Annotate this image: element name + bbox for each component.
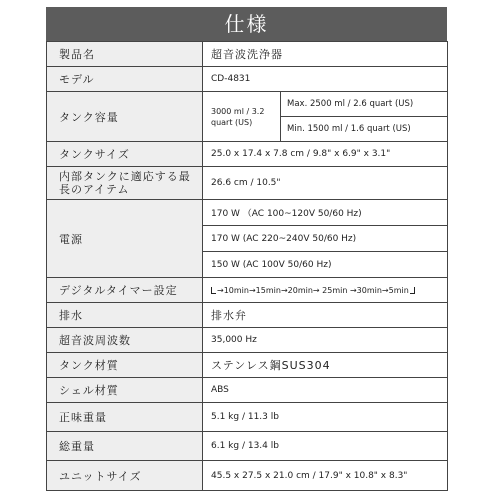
- timer-loop-end-icon: [410, 287, 415, 294]
- value-power-2: 170 W (AC 220~240V 50/60 Hz): [203, 226, 448, 252]
- value-unit-size: 45.5 x 27.5 x 21.0 cm / 17.9" x 10.8" x 8.3": [203, 461, 448, 491]
- value-power-1: 170 W （AC 100~120V 50/60 Hz): [203, 200, 448, 226]
- value-timer: [203, 278, 448, 303]
- row-shell-material: [47, 378, 448, 403]
- label-shell-material: シェル材質: [47, 378, 203, 403]
- label-drain: 排水: [47, 303, 203, 328]
- row-unit-size: [47, 461, 448, 491]
- row-tank-capacity-max: [47, 92, 448, 117]
- value-model: CD-4831: [203, 67, 448, 92]
- label-timer: デジタルタイマー設定: [47, 278, 203, 303]
- value-power-3: 150 W (AC 100V 50/60 Hz): [203, 252, 448, 278]
- value-product-name: 超音波洗浄器: [203, 42, 448, 67]
- label-model: モデル: [47, 67, 203, 92]
- label-tank-capacity: タンク容量: [47, 92, 203, 142]
- row-tank-size: [47, 142, 448, 167]
- label-product-name: 製品名: [47, 42, 203, 67]
- row-product-name: [47, 42, 448, 67]
- timer-loop-start-icon: [211, 287, 216, 294]
- value-max-item: 26.6 cm / 10.5": [203, 167, 448, 200]
- value-shell-material: ABS: [203, 378, 448, 403]
- value-tank-capacity-min: Min. 1500 ml / 1.6 quart (US): [281, 117, 448, 142]
- value-tank-capacity-max: Max. 2500 ml / 2.6 quart (US): [281, 92, 448, 117]
- label-gross-weight: 総重量: [47, 432, 203, 461]
- label-unit-size: ユニットサイズ: [47, 461, 203, 491]
- row-timer: [47, 278, 448, 303]
- timer-sequence: →10min→15min→20min→ 25min →30min→5min: [217, 285, 409, 295]
- label-tank-size: タンクサイズ: [47, 142, 203, 167]
- label-tank-material: タンク材質: [47, 353, 203, 378]
- row-gross-weight: [47, 432, 448, 461]
- page-title: 仕様: [46, 7, 447, 41]
- row-drain: [47, 303, 448, 328]
- row-power-1: [47, 200, 448, 226]
- value-gross-weight: 6.1 kg / 13.4 lb: [203, 432, 448, 461]
- label-max-item: 内部タンクに適応する最長のアイテム: [47, 167, 203, 200]
- value-tank-material: ステンレス鋼SUS304: [203, 353, 448, 378]
- row-tank-material: [47, 353, 448, 378]
- label-frequency: 超音波周波数: [47, 328, 203, 353]
- label-power: 電源: [47, 200, 203, 278]
- value-drain: 排水弁: [203, 303, 448, 328]
- value-tank-capacity: 3000 ml / 3.2 quart (US): [203, 92, 281, 142]
- row-net-weight: [47, 403, 448, 432]
- row-max-item: [47, 167, 448, 200]
- value-net-weight: 5.1 kg / 11.3 lb: [203, 403, 448, 432]
- label-net-weight: 正味重量: [47, 403, 203, 432]
- value-tank-size: 25.0 x 17.4 x 7.8 cm / 9.8" x 6.9" x 3.1": [203, 142, 448, 167]
- row-frequency: [47, 328, 448, 353]
- spec-table: [46, 41, 448, 491]
- value-frequency: 35,000 Hz: [203, 328, 448, 353]
- row-model: [47, 67, 448, 92]
- spec-sheet: [46, 7, 447, 491]
